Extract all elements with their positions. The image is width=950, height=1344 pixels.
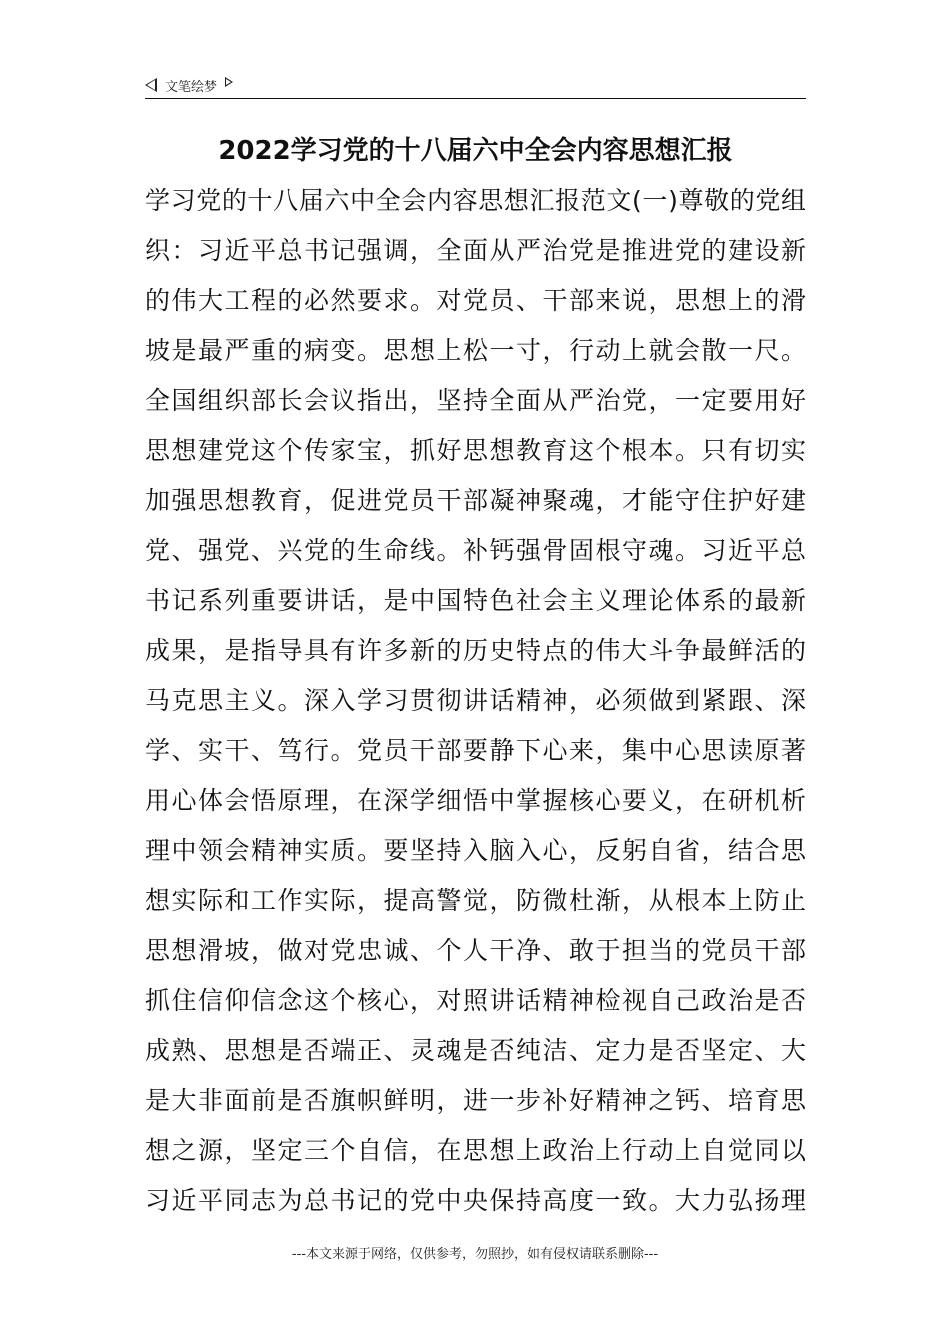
body-line: 成熟、思想是否端正、灵魂是否纯洁、定力是否坚定、大 xyxy=(145,1036,806,1065)
body-line: 想实际和工作实际，提高警觉，防微杜渐，从根本上防止 xyxy=(145,886,806,915)
body-line: 全国组织部长会议指出，坚持全面从严治党，一定要用好 xyxy=(145,386,806,415)
page-footer-notice: ---本文来源于网络，仅供参考，勿照抄，如有侵权请联系删除--- xyxy=(291,1247,659,1262)
triangle-right-icon xyxy=(225,77,233,87)
body-line: 用心体会悟原理，在深学细悟中掌握核心要义，在研机析 xyxy=(145,786,806,815)
body-line: 习近平同志为总书记的党中央保持高度一致。大力弘扬理 xyxy=(145,1186,806,1215)
document-body xyxy=(145,176,806,1226)
body-line: 成果，是指导具有许多新的历史特点的伟大斗争最鲜活的 xyxy=(145,636,806,665)
page-header xyxy=(145,72,806,99)
body-line: 马克思主义。深入学习贯彻讲话精神，必须做到紧跟、深 xyxy=(145,686,806,715)
body-line: 学、实干、笃行。党员干部要静下心来，集中心思读原著 xyxy=(145,736,806,765)
body-line: 学习党的十八届六中全会内容思想汇报范文(一)尊敬的党组 xyxy=(145,186,806,215)
body-line: 思想建党这个传家宝，抓好思想教育这个根本。只有切实 xyxy=(145,436,806,465)
body-line: 党、强党、兴党的生命线。补钙强骨固根守魂。习近平总 xyxy=(145,536,806,565)
body-line: 想之源，坚定三个自信，在思想上政治上行动上自觉同以 xyxy=(145,1136,806,1165)
header-brand: 文笔绘梦 xyxy=(165,79,218,95)
body-line: 理中领会精神实质。要坚持入脑入心，反躬自省，结合思 xyxy=(145,836,806,865)
body-line: 书记系列重要讲话，是中国特色社会主义理论体系的最新 xyxy=(145,586,806,615)
body-line: 的伟大工程的必然要求。对党员、干部来说，思想上的滑 xyxy=(145,286,806,315)
body-line: 是大非面前是否旗帜鲜明，进一步补好精神之钙、培育思 xyxy=(145,1086,806,1115)
body-line: 坡是最严重的病变。思想上松一寸，行动上就会散一尺。 xyxy=(145,336,806,365)
body-line: 加强思想教育，促进党员干部凝神聚魂，才能守住护好建 xyxy=(145,486,806,515)
body-line: 思想滑坡，做对党忠诚、个人干净、敢于担当的党员干部 xyxy=(145,936,806,965)
document-title: 2022学习党的十八届六中全会内容思想汇报 xyxy=(218,136,733,166)
triangle-left-icon xyxy=(145,78,157,92)
body-line: 抓住信仰信念这个核心，对照讲话精神检视自己政治是否 xyxy=(145,986,806,1015)
body-line: 织：习近平总书记强调，全面从严治党是推进党的建设新 xyxy=(145,236,806,265)
